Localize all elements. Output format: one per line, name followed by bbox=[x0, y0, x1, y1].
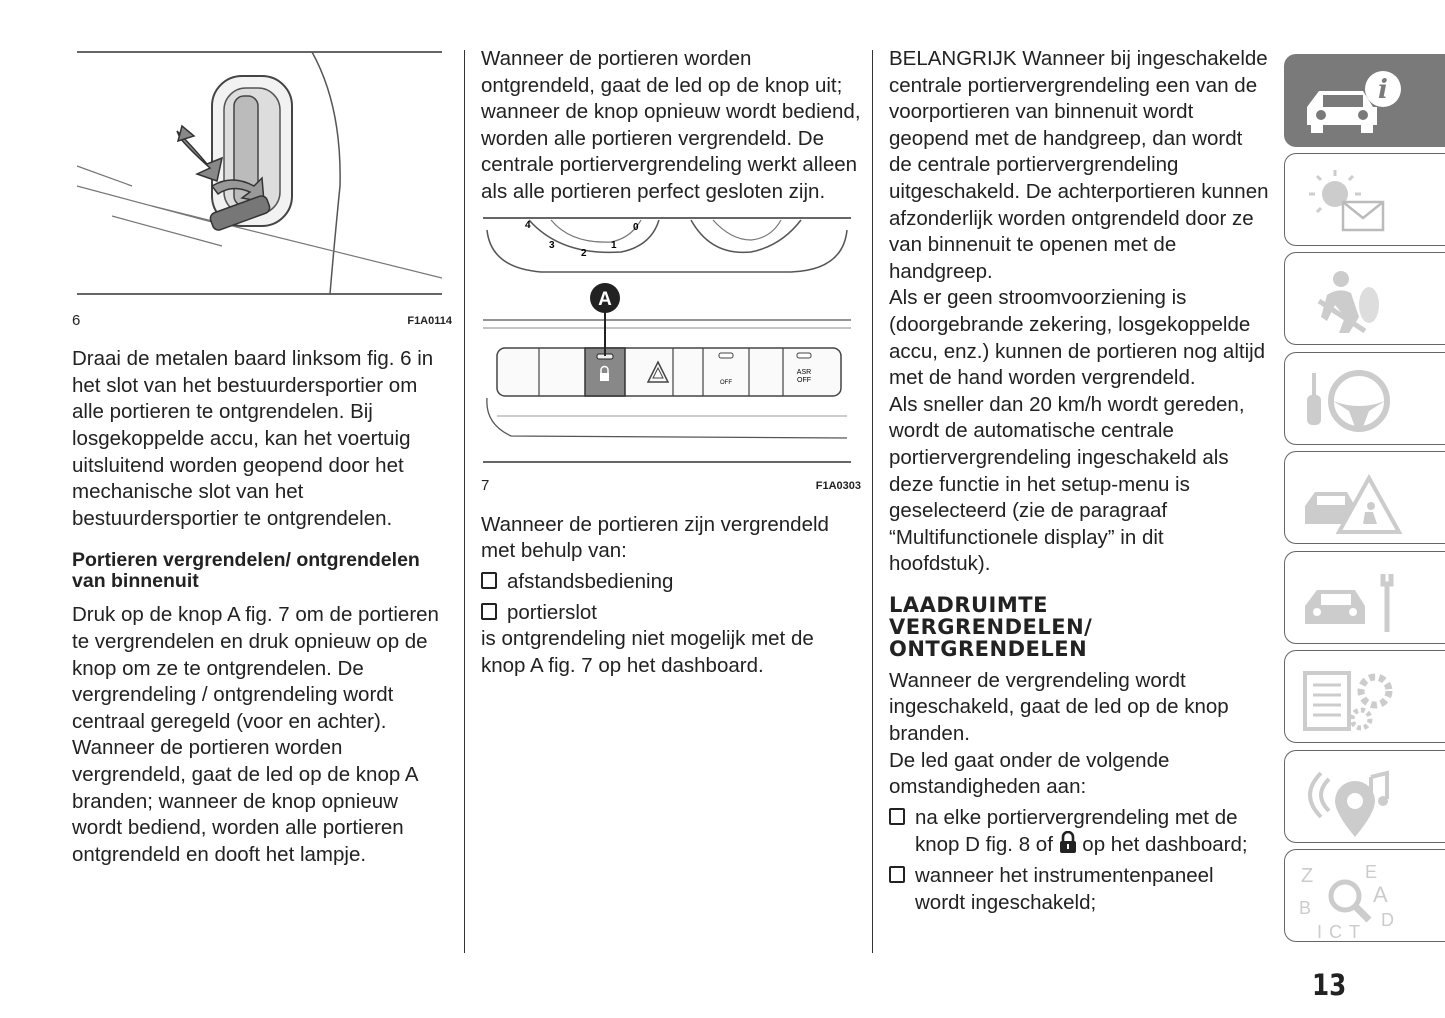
checkbox-bullet-icon bbox=[481, 572, 497, 589]
paragraph: Wanneer de portieren worden vergrendeld, gaat de led op de knop A branden; wanneer de knop opnieuw wordt bediend, worden alle portieren ontgrendeld en dooft het lampje. bbox=[72, 736, 418, 866]
section-heading bbox=[889, 594, 1269, 660]
index-letter: A bbox=[1373, 882, 1388, 907]
switch-off-label: OFF bbox=[720, 379, 732, 386]
list-item bbox=[481, 569, 861, 596]
car-info-icon bbox=[1299, 63, 1409, 143]
dial-number: 1 bbox=[611, 239, 617, 251]
figure-6-number: 6 bbox=[72, 311, 81, 329]
paragraph: is ontgrendeling niet mogelijk met de knop A fig. 7 op het dashboard. bbox=[481, 627, 814, 677]
index-letter: B bbox=[1299, 898, 1312, 918]
dashboard-switches-illustration bbox=[481, 216, 851, 464]
tab-car-info[interactable] bbox=[1284, 54, 1445, 147]
list-item-text: afstandsbediening bbox=[507, 569, 674, 593]
tab-warning-lights[interactable] bbox=[1284, 153, 1445, 246]
column-1 bbox=[72, 46, 452, 868]
index-letter: C bbox=[1329, 922, 1342, 938]
paragraph: Als er geen stroomvoorziening is (doorgebrande zekering, losgekoppelde accu, enz.) kunnen de portieren nog altijd met de hand worden vergrendeld. bbox=[889, 286, 1266, 390]
paragraph: Draai de metalen baard linksom fig. 6 in het slot van het bestuurdersportier om alle portieren te ontgrendelen. Bij losgekoppelde accu, kan het voertuig uitsluitend worden geopend door het mechanische slot van het bestuurdersportier te ontgrendelen. bbox=[72, 347, 434, 530]
list-item-text bbox=[915, 805, 1269, 859]
column-divider bbox=[872, 50, 873, 953]
figure-7 bbox=[481, 216, 861, 500]
tab-emergency[interactable] bbox=[1284, 451, 1445, 544]
multimedia-icon bbox=[1299, 759, 1409, 839]
index-icon bbox=[1299, 858, 1409, 938]
paragraph: Als sneller dan 20 km/h wordt gereden, wordt de automatische centrale portiervergrendeling ingeschakeld als deze functie in het setup-menu is geselecteerd (zie de paragraaf “Multifunctionele display” in dit hoofdstuk). bbox=[889, 392, 1245, 576]
column-divider bbox=[464, 50, 465, 953]
tab-safety[interactable] bbox=[1284, 252, 1445, 345]
index-letter: D bbox=[1381, 910, 1394, 930]
list-item-text: wanneer het instrumentenpaneel wordt ingeschakeld; bbox=[915, 864, 1214, 914]
paragraph: Wanneer de portieren worden ontgrendeld, gaat de led op de knop uit; wanneer de knop opnieuw wordt bediend, worden alle portieren vergrendeld. De centrale portiervergrendeling werkt alleen als alle portieren perfect gesloten zijn. bbox=[481, 47, 861, 203]
list-item bbox=[889, 805, 1269, 859]
section-heading: Portieren vergrendelen/ ontgrendelen van binnenuit bbox=[72, 549, 420, 593]
figure-6-code: F1A0114 bbox=[407, 314, 452, 327]
safety-airbag-icon bbox=[1299, 261, 1409, 341]
paragraph: BELANGRIJK Wanneer bij ingeschakelde centrale portiervergrendeling een van de voorportieren van binnenuit wordt geopend met de handgreep, dan wordt de centrale portiervergrendeling uitgeschakeld. De achterportieren kunnen afzonderlijk worden ontgrendeld door ze van binnenuit te openen met de handgreep. bbox=[889, 47, 1269, 283]
lock-icon bbox=[1059, 831, 1077, 853]
tab-index[interactable] bbox=[1284, 849, 1445, 942]
paragraph: De led gaat onder de volgende omstandigheden aan: bbox=[889, 748, 1170, 799]
figure-6 bbox=[72, 46, 452, 334]
list-item bbox=[889, 863, 1269, 916]
checkbox-bullet-icon bbox=[889, 808, 905, 825]
key-steering-wheel-icon bbox=[1299, 361, 1409, 441]
technical-data-icon bbox=[1299, 659, 1409, 739]
column-3 bbox=[889, 46, 1269, 920]
svg-text:i: i bbox=[1378, 75, 1388, 105]
figure-7-number: 7 bbox=[481, 477, 490, 495]
heading-line: LAADRUIMTE bbox=[889, 592, 1048, 617]
column-2 bbox=[481, 46, 861, 679]
asr-label: ASR bbox=[796, 368, 812, 376]
door-lock-illustration bbox=[72, 46, 442, 296]
tab-car-service[interactable] bbox=[1284, 551, 1445, 644]
list-item bbox=[481, 600, 861, 627]
list-item-text-part: op het dashboard; bbox=[1082, 833, 1248, 857]
dial-number: 0 bbox=[633, 221, 639, 233]
paragraph: Wanneer de vergrendeling wordt ingeschakeld, gaat de led op de knop branden. bbox=[889, 668, 1229, 746]
emergency-icon bbox=[1299, 460, 1409, 540]
dial-number: 2 bbox=[581, 247, 587, 259]
page-number: 13 bbox=[1312, 968, 1347, 1002]
dial-number: 4 bbox=[525, 219, 531, 231]
figure-7-code: F1A0303 bbox=[815, 480, 861, 493]
list-item-text: portierslot bbox=[507, 600, 598, 624]
heading-line: ONTGRENDELEN bbox=[889, 636, 1088, 661]
tab-key-steering[interactable] bbox=[1284, 352, 1445, 445]
index-letter: T bbox=[1349, 922, 1360, 938]
checkbox-bullet-icon bbox=[481, 603, 497, 620]
dial-number: 3 bbox=[549, 239, 555, 251]
paragraph: Wanneer de portieren zijn vergrendeld met behulp van: bbox=[481, 512, 829, 563]
tab-multimedia[interactable] bbox=[1284, 750, 1445, 843]
list-item-text-part: na elke portiervergrendeling met de knop D fig. 8 of bbox=[915, 805, 1238, 857]
checkbox-bullet-icon bbox=[889, 866, 905, 883]
paragraph: Druk op de knop A fig. 7 om de portieren te vergrendelen en druk opnieuw op de knop om ze te ontgrendelen. De vergrendeling / ontgrendeling wordt centraal geregeld (voor en achter). bbox=[72, 603, 439, 733]
car-service-icon bbox=[1299, 560, 1409, 640]
heading-line: VERGRENDELEN/ bbox=[889, 614, 1093, 639]
index-letter: Z bbox=[1301, 865, 1314, 887]
tab-technical-data[interactable] bbox=[1284, 650, 1445, 743]
asr-off-label: OFF bbox=[797, 376, 811, 384]
callout-label-a: A bbox=[598, 288, 612, 310]
warning-lights-icon bbox=[1299, 162, 1409, 242]
index-letter: E bbox=[1365, 862, 1378, 882]
index-letter: I bbox=[1317, 922, 1323, 938]
